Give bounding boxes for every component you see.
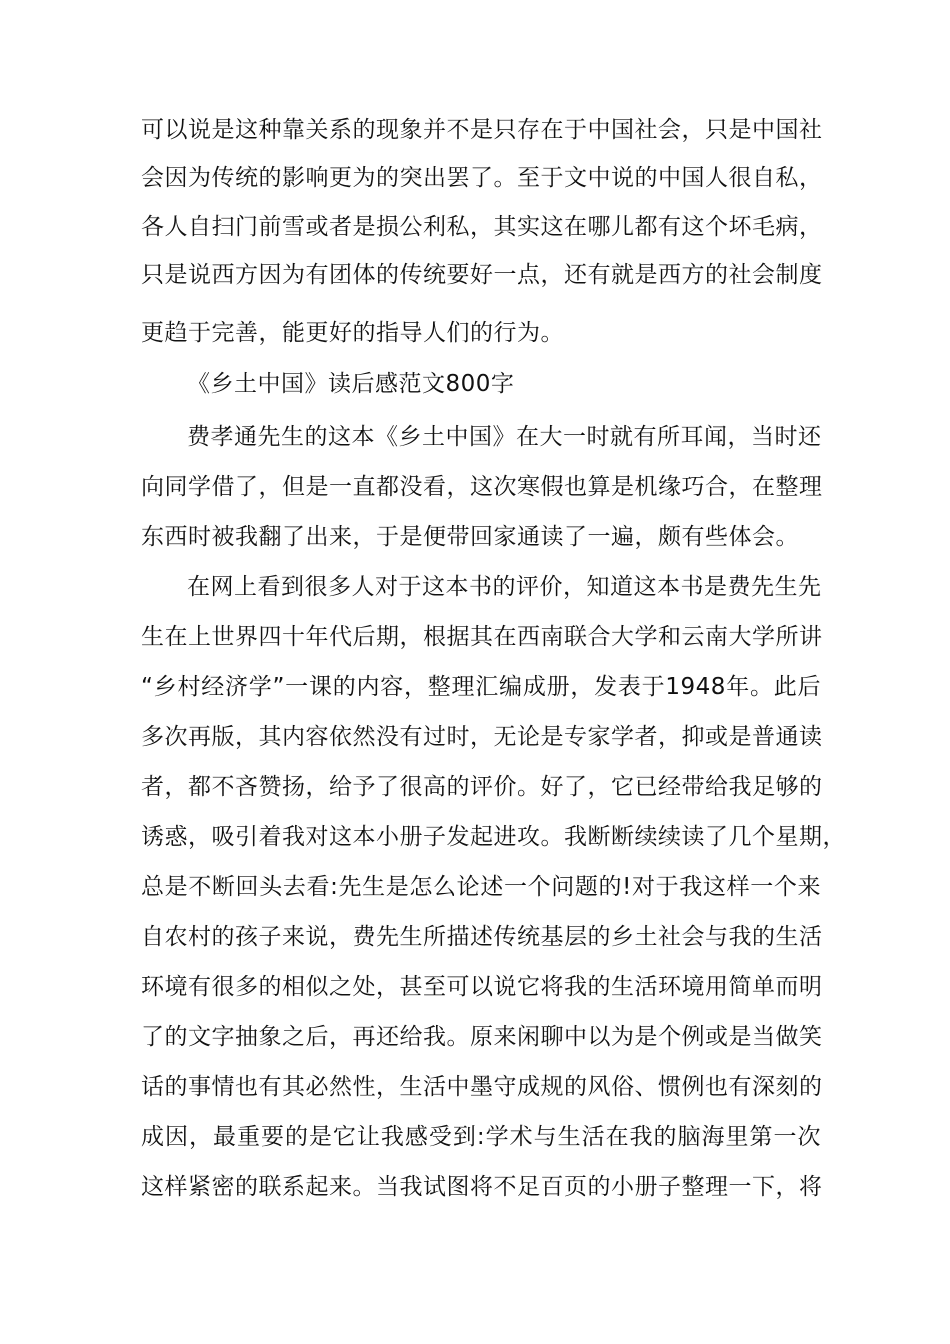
text-line: 诱惑，吸引着我对这本小册子发起进攻。我断断续续读了几个星期， [141, 824, 846, 850]
text-line: 各人自扫门前雪或者是损公利私，其实这在哪儿都有这个坏毛病， [141, 214, 823, 240]
text-line: 者，都不吝赞扬，给予了很高的评价。好了，它已经带给我足够的 [141, 774, 823, 800]
text-line: 总是不断回头去看:先生是怎么论述一个问题的!对于我这样一个来 [141, 874, 821, 900]
text-line: 成因，最重要的是它让我感受到:学术与生活在我的脑海里第一次 [141, 1124, 821, 1150]
text-line: “乡村经济学”一课的内容，整理汇编成册，发表于1948年。此后 [141, 674, 821, 700]
text-line: 多次再版，其内容依然没有过时，无论是专家学者，抑或是普通读 [141, 724, 823, 750]
text-line: 在网上看到很多人对于这本书的评价，知道这本书是费先生先 [187, 574, 822, 600]
text-line: 费孝通先生的这本《乡土中国》在大一时就有所耳闻，当时还 [187, 424, 822, 450]
text-line: 更趋于完善，能更好的指导人们的行为。 [141, 320, 564, 346]
text-line: 话的事情也有其必然性，生活中墨守成规的风俗、惯例也有深刻的 [141, 1074, 823, 1100]
text-line: 向同学借了，但是一直都没看，这次寒假也算是机缘巧合，在整理 [141, 474, 823, 500]
text-line: 东西时被我翻了出来，于是便带回家通读了一遍，颇有些体会。 [141, 524, 799, 550]
text-line: 生在上世界四十年代后期，根据其在西南联合大学和云南大学所讲 [141, 624, 823, 650]
text-line: 自农村的孩子来说，费先生所描述传统基层的乡土社会与我的生活 [141, 924, 823, 950]
text-line: 环境有很多的相似之处，甚至可以说它将我的生活环境用简单而明 [141, 974, 823, 1000]
text-line: 可以说是这种靠关系的现象并不是只存在于中国社会，只是中国社 [141, 117, 823, 143]
section-heading: 《乡土中国》读后感范文800字 [187, 371, 515, 397]
text-line: 只是说西方因为有团体的传统要好一点，还有就是西方的社会制度 [141, 262, 823, 288]
text-line: 会因为传统的影响更为的突出罢了。至于文中说的中国人很自私， [141, 165, 823, 191]
text-line: 这样紧密的联系起来。当我试图将不足百页的小册子整理一下，将 [141, 1174, 823, 1200]
text-line: 了的文字抽象之后，再还给我。原来闲聊中以为是个例或是当做笑 [141, 1024, 823, 1050]
